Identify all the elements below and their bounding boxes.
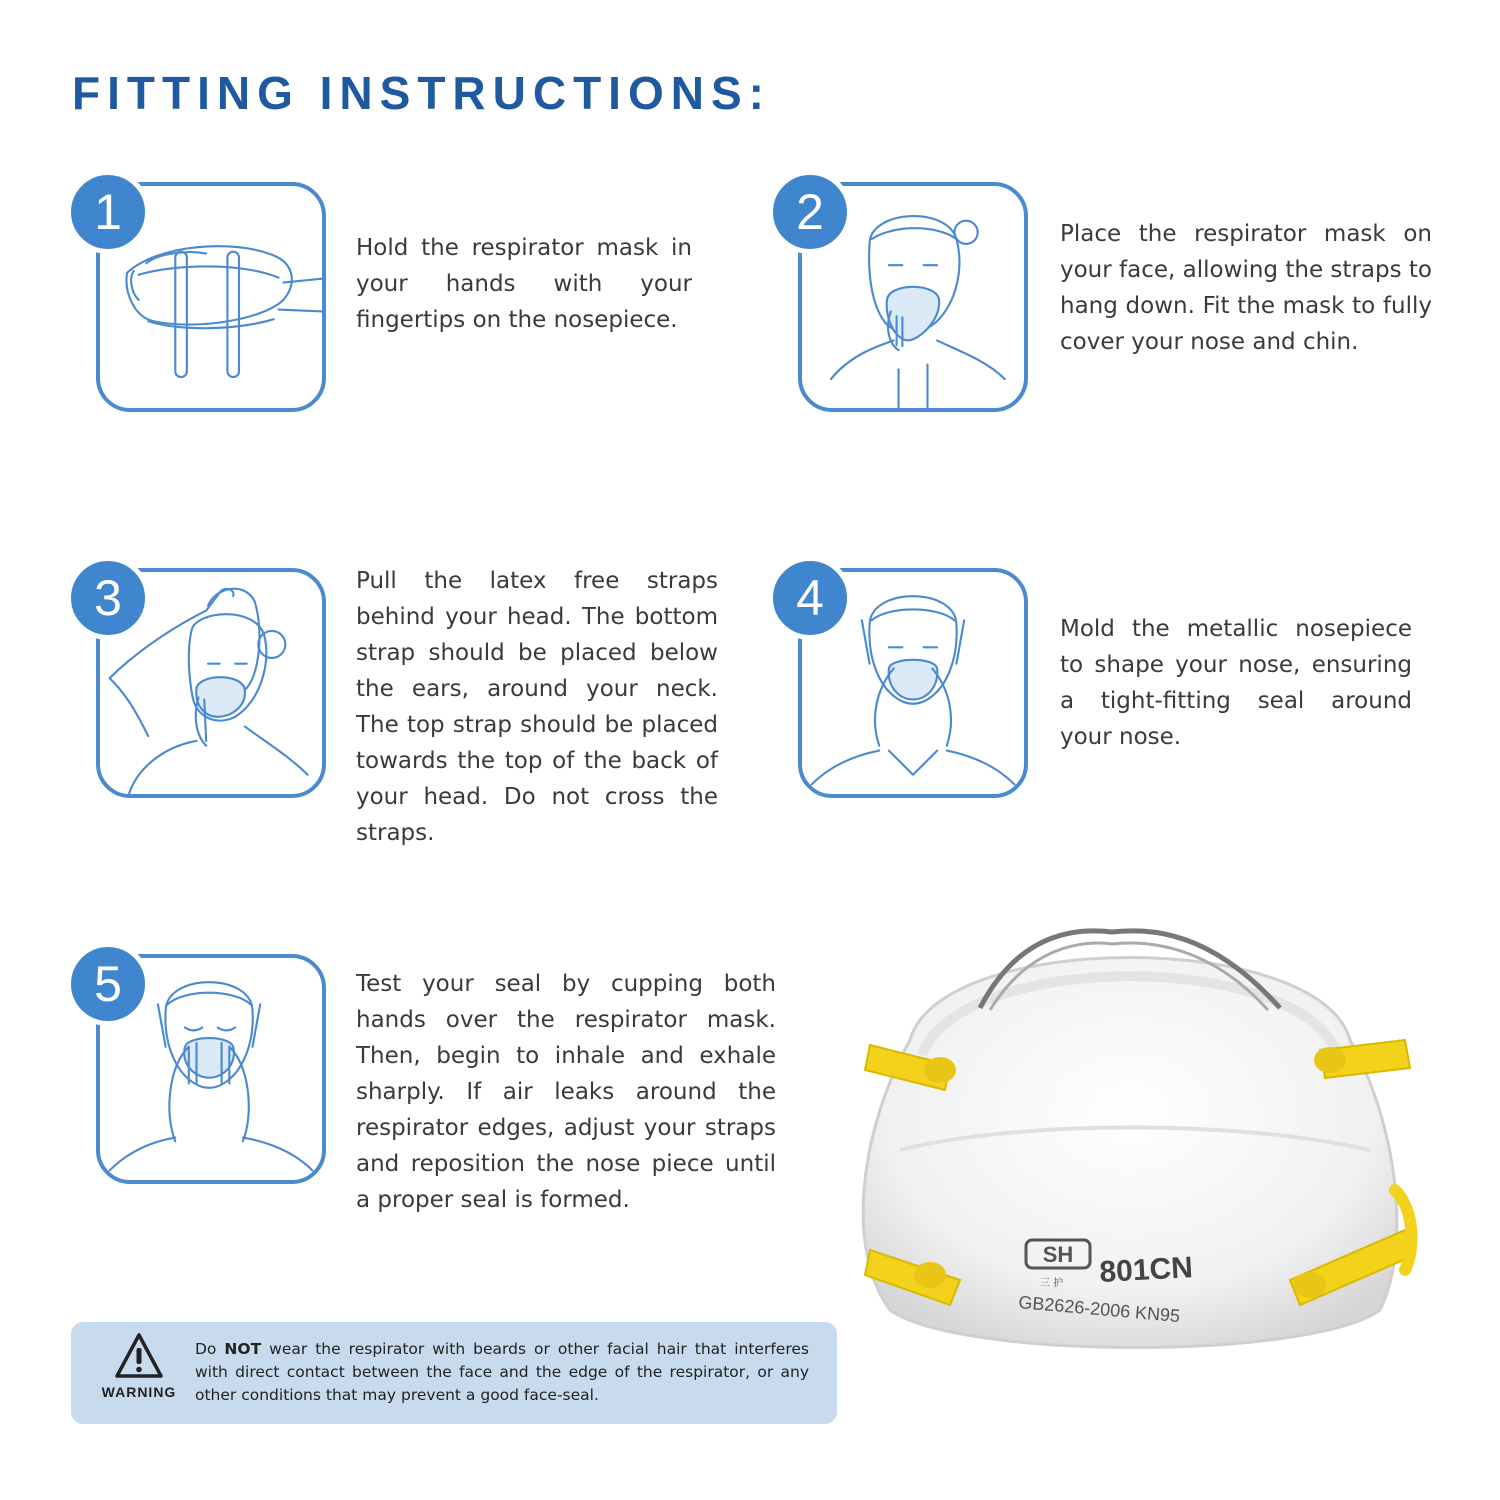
respirator-product-image [850,890,1420,1360]
step-3-badge: 3 [66,556,150,640]
standard-label: GB2626-2006 KN95 [1017,1292,1181,1327]
warning-text-rest: wear the respirator with beards or other facial hair that interferes with direct contact between the face and the edge of the respirator, or any other conditions that may prevent a good face-seal. [195,1340,809,1404]
step-3-text: Pull the latex free straps behind your head. The bottom strap should be placed below the ears, around your neck. The top strap should be placed towards the top of the back of your head. Do not cross the straps. [356,568,718,846]
step-4-illustration [768,556,1030,800]
step-1-text: Hold the respirator mask in your hands with your fingertips on the nosepiece. [356,235,692,333]
step-1-badge: 1 [66,170,150,254]
step-5-illustration [66,942,328,1186]
step-2-badge: 2 [768,170,852,254]
warning-triangle-icon [114,1332,164,1380]
step-4-badge: 4 [768,556,852,640]
warning-icon-group [99,1332,179,1400]
warning-emphasis: NOT [224,1340,262,1358]
warning-box [71,1322,837,1424]
step-3-illustration [66,556,328,800]
warning-label: WARNING [101,1384,177,1400]
warning-text [195,1338,809,1407]
page-title: FITTING INSTRUCTIONS: [72,67,771,119]
step-2-text: Place the respirator mask on your face, allowing the straps to hang down. Fit the mask to fully cover your nose and chin. [1060,221,1432,355]
step-1-illustration [66,170,328,414]
step-5-text: Test your seal by cupping both hands over the respirator mask. Then, begin to inhale and exhale sharply. If air leaks around the respirator edges, adjust your straps and reposition the nose piece until a proper seal is formed. [356,971,776,1213]
respirator-mask-icon [850,890,1420,1360]
step-4-text: Mold the metallic nosepiece to shape your nose, ensuring a tight-fitting seal around your nose. [1060,616,1412,750]
step-5-badge: 5 [66,942,150,1026]
warning-text-start: Do [195,1340,225,1358]
model-label: 801CN [1098,1251,1194,1289]
brand-logo-mark: SH [1042,1242,1074,1267]
brand-sub-text: 三 护 [1040,1278,1064,1289]
step-2-illustration [768,170,1030,414]
